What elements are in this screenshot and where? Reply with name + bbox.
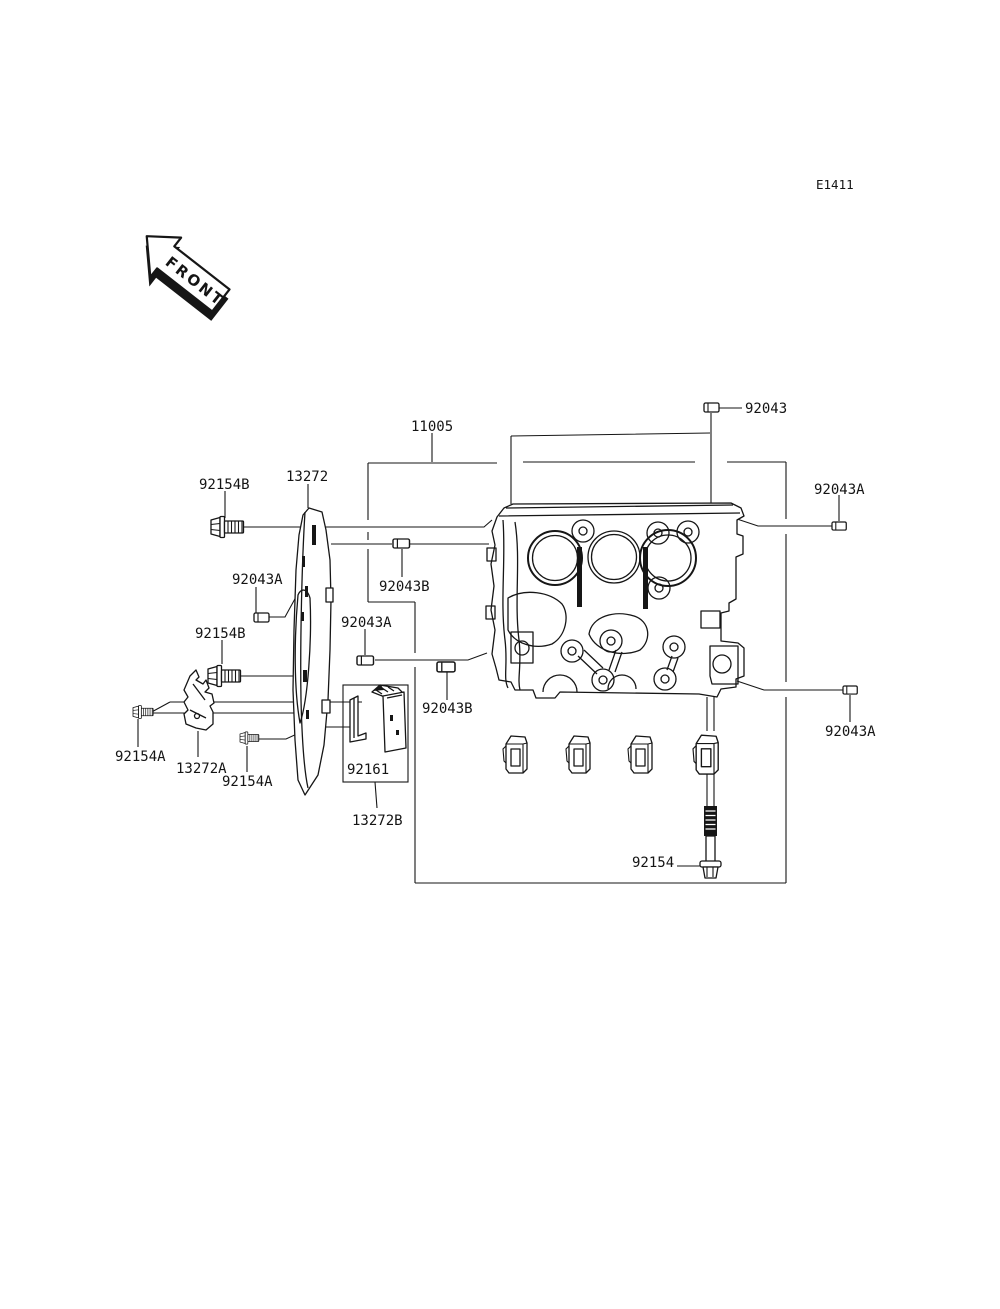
part-label-92154b-top: 92154B [199, 477, 250, 493]
nut-cube-1 [503, 736, 527, 773]
part-label-13272b: 13272B [352, 813, 403, 829]
part-label-92043a-right-bottom: 92043A [825, 724, 876, 740]
front-label: FRONT [161, 252, 229, 311]
damper-92161-drawing [350, 685, 406, 752]
pin-92043a-mid [357, 656, 374, 665]
part-label-92043a-left: 92043A [232, 572, 283, 588]
part-label-92043a-mid: 92043A [341, 615, 392, 631]
part-label-92161: 92161 [347, 762, 390, 778]
part-label-92043b-bottom: 92043B [422, 701, 473, 717]
part-label-92043a-right-top: 92043A [814, 482, 865, 498]
sheet-code: E1411 [816, 177, 854, 192]
pin-92043a-right-top [832, 522, 846, 530]
pin-92043b-bottom [437, 662, 455, 672]
bolt-92154a-mid [240, 732, 259, 744]
part-label-13272: 13272 [286, 469, 329, 485]
part-label-92154a-left: 92154A [115, 749, 166, 765]
part-label-11005: 11005 [411, 419, 454, 435]
bolt-92154b-mid [208, 666, 241, 687]
bolt-92154a-left [133, 705, 153, 718]
pin-92043 [704, 403, 719, 412]
pin-92043b-top [393, 539, 410, 548]
part-label-92154a-mid: 92154A [222, 774, 273, 790]
nut-cube-4 [693, 735, 718, 774]
part-label-92043: 92043 [745, 401, 788, 417]
bolt-92154b-top [211, 517, 244, 538]
part-label-92154: 92154 [632, 855, 675, 871]
bolt-92154-long [700, 697, 721, 878]
part-label-13272a: 13272A [176, 761, 227, 777]
nut-cube-3 [628, 736, 652, 773]
pin-92043a-left [254, 613, 269, 622]
front-direction-arrow [123, 220, 240, 329]
plate-13272-drawing [293, 508, 333, 795]
part-label-92043b-top: 92043B [379, 579, 430, 595]
pin-92043a-right-bottom [843, 686, 857, 694]
nut-cube-2 [566, 736, 590, 773]
cylinder-block-drawing [486, 503, 744, 698]
part-label-92154b-mid: 92154B [195, 626, 246, 642]
